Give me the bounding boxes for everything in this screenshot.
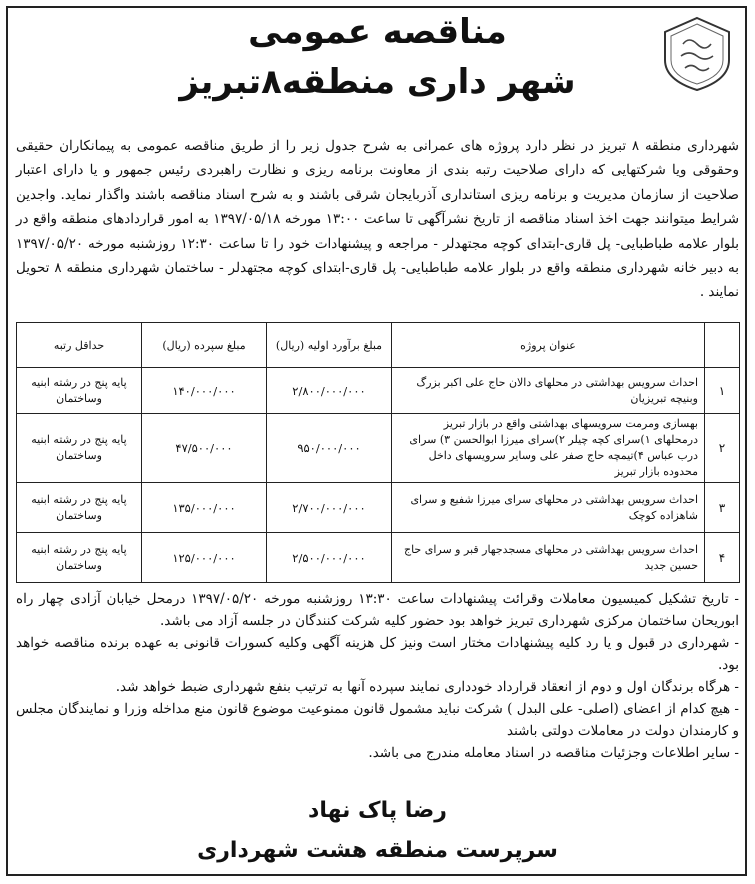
estimate-amount: ۹۵۰/۰۰۰/۰۰۰ [267, 414, 392, 483]
estimate-amount: ۲/۵۰۰/۰۰۰/۰۰۰ [267, 533, 392, 583]
deposit-amount: ۴۷/۵۰۰/۰۰۰ [142, 414, 267, 483]
signatory-name: رضا پاک نهاد [308, 798, 447, 823]
min-rank: پایه پنج در رشته ابنیه وساختمان [17, 368, 142, 414]
table-row [17, 368, 740, 414]
project-title: احداث سرویس بهداشتی در محلهای دالان حاج علی اکبر بزرگ وبنیچه تبریزیان [392, 368, 705, 414]
min-rank: پایه پنج در رشته ابنیه وساختمان [17, 414, 142, 483]
deposit-amount: ۱۴۰/۰۰۰/۰۰۰ [142, 368, 267, 414]
col-number-header [705, 323, 740, 368]
signatory-role: سرپرست منطقه هشت شهرداری [197, 838, 558, 863]
table-row [17, 414, 740, 483]
project-title: احداث سرویس بهداشتی در محلهای سرای میرزا شفیع و سرای شاهزاده کوچک [392, 483, 705, 533]
note-item: - شهرداری در قبول و یا رد کلیه پیشنهادات مختار است ونیز کل هزینه آگهی وکلیه کسورات قانونی به عهده برنده مناقصه خواهد بود. [16, 635, 739, 673]
table-header-row [17, 323, 740, 368]
note-item: - هرگاه برندگان اول و دوم از انعقاد قرارداد خودداری نمایند سپرده آنها به ترتیب بنفع شهرداری ضبط خواهد شد. [115, 679, 739, 695]
note-item: - هیچ کدام از اعضای (اصلی- علی البدل ) شرکت نباید مشمول قانون ممنوعیت موضوع قانون منع مداخله وزرا و نمایندگان مجلس و کارمندان دولت در معاملات دولتی باشند [16, 701, 739, 739]
notes-list [16, 588, 739, 764]
page-title: مناقصه عمومی [248, 12, 507, 52]
projects-table [16, 322, 740, 583]
estimate-amount: ۲/۷۰۰/۰۰۰/۰۰۰ [267, 483, 392, 533]
row-number: ۴ [705, 533, 740, 583]
note-item: - تاریخ تشکیل کمیسیون معاملات وقرائت پیشنهادات ساعت ۱۳:۳۰ روزشنبه مورخه ۱۳۹۷/۰۵/۲۰ درمحل خیابان آزادی چهار راه ابوریحان ساختمان مرکزی شهرداری تبریز خواهد بود حضور کلیه شرکت کنندگان در جلسه آزاد می باشد. [16, 591, 739, 629]
page-subtitle: شهر داری منطقه۸تبریز [179, 62, 576, 102]
deposit-amount: ۱۲۵/۰۰۰/۰۰۰ [142, 533, 267, 583]
row-number: ۲ [705, 414, 740, 483]
min-rank: پایه پنج در رشته ابنیه وساختمان [17, 483, 142, 533]
min-rank: پایه پنج در رشته ابنیه وساختمان [17, 533, 142, 583]
table-row [17, 483, 740, 533]
estimate-amount: ۲/۸۰۰/۰۰۰/۰۰۰ [267, 368, 392, 414]
note-item: - سایر اطلاعات وجزئیات مناقصه در اسناد معامله مندرج می باشد. [368, 745, 739, 761]
deposit-amount: ۱۳۵/۰۰۰/۰۰۰ [142, 483, 267, 533]
row-number: ۳ [705, 483, 740, 533]
intro-paragraph: شهرداری منطقه ۸ تبریز در نظر دارد پروژه های عمرانی به شرح جدول زیر را از طریق مناقصه عمومی به پیمانکاران حقیقی وحقوقی ویا شرکتهایی که دارای صلاحیت رتبه بندی از معاونت برنامه ریزی و نظارت راهبردی رئیس جمهور و یا دارای اعتبار صلاحیت از سازمان مدیریت و برنامه ریزی استانداری آذربایجان شرقی باشند و به شرح اسناد مناقصه باشند واگذار نماید. واجدین شرایط میتوانند جهت اخذ اسناد مناقصه از تاریخ نشرآگهی تا ساعت ۱۳:۰۰ مورخه ۱۳۹۷/۰۵/۱۸ به امور قراردادهای منطقه واقع در بلوار علامه طباطبایی- پل قاری-ابتدای کوچه مجتهدلر - مراجعه و پیشنهادات خود را تا ساعت ۱۲:۳۰ روزشنبه مورخه ۱۳۹۷/۰۵/۲۰ به دبیر خانه شهرداری منطقه واقع در بلوار علامه طباطبایی- پل قاری-ابتدای کوچه مجتهدلر - ساختمان شهرداری منطقه ۸ تحویل نمایند . [16, 138, 740, 301]
table-row [17, 533, 740, 583]
project-title: احداث سرویس بهداشتی در محلهای مسجدجهار قبر و سرای حاج حسین جدید [392, 533, 705, 583]
project-title: بهسازی ومرمت سرویسهای بهداشتی واقع در بازار تبریز درمحلهای ۱)سرای کچه چیلر ۲)سرای میرزا ابوالحسن ۳) سرای درب عباس ۴)تیمچه حاج صفر علی وسایر سرویسهای داخل محدوده بازار تبریز [392, 414, 705, 483]
col-rank-header: حداقل رتبه [17, 323, 142, 368]
col-title-header: عنوان پروژه [392, 323, 705, 368]
row-number: ۱ [705, 368, 740, 414]
col-deposit-header: مبلغ سپرده (ریال) [142, 323, 267, 368]
col-estimate-header: مبلغ برآورد اولیه (ریال) [267, 323, 392, 368]
